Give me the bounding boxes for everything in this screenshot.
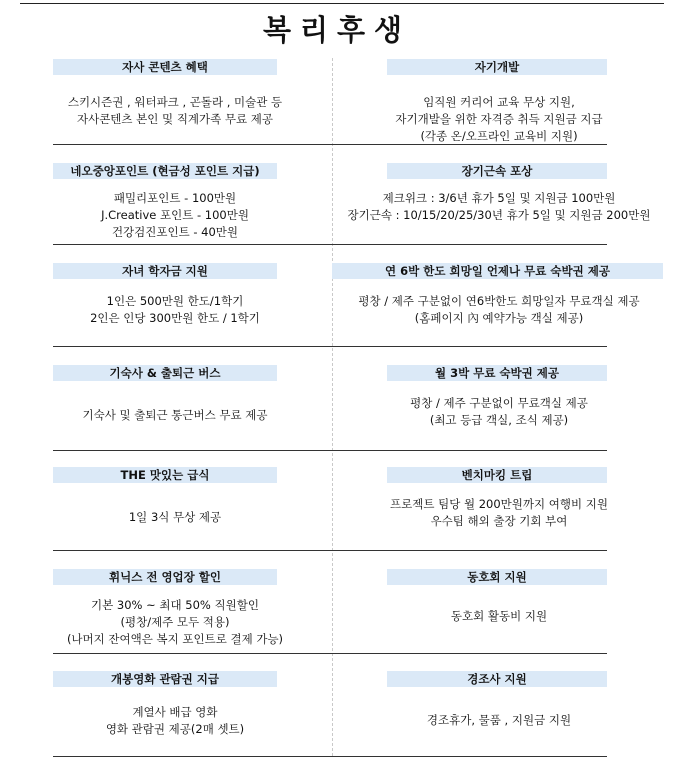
description-line: (각종 온/오프라인 교육비 지원) <box>420 129 578 143</box>
benefit-card <box>18 568 332 653</box>
benefit-description <box>335 190 663 224</box>
description-line: 평창 / 제주 구분없이 무료객실 제공 <box>410 396 588 410</box>
benefit-card <box>335 466 663 550</box>
benefit-description <box>18 597 332 648</box>
benefit-card <box>335 364 663 450</box>
benefit-card <box>18 466 332 550</box>
benefit-card <box>335 162 663 244</box>
benefit-description <box>18 94 332 128</box>
description-line: 스키시즌권 , 워터파크 , 곤돌라 , 미술관 등 <box>67 95 283 109</box>
row-separator <box>53 756 607 757</box>
row-separator <box>53 550 607 551</box>
description-line: 평창 / 제주 구분없이 연6박한도 희망일자 무료객실 제공 <box>358 294 640 308</box>
benefit-title: 연 6박 한도 희망일 언제나 무료 숙박권 제공 <box>332 263 663 279</box>
benefit-title: 장기근속 포상 <box>387 163 607 179</box>
benefit-title: 자사 콘텐츠 혜택 <box>53 59 277 75</box>
benefit-card <box>335 670 663 756</box>
description-line: 2인은 인당 300만원 한도 / 1학기 <box>90 311 260 325</box>
benefit-title: THE 맛있는 급식 <box>53 467 277 483</box>
description-line: 건강검진포인트 - 40만원 <box>111 225 239 239</box>
description-line: J.Creative 포인트 - 100만원 <box>101 208 249 222</box>
description-line: (나머지 잔여액은 복지 포인트로 결제 가능) <box>66 632 284 646</box>
benefit-description <box>335 496 663 530</box>
column-divider <box>332 58 333 756</box>
row-separator <box>53 653 607 654</box>
description-line: 우수팀 해외 출장 기회 부여 <box>430 514 568 528</box>
benefit-description <box>335 94 663 145</box>
description-line: 경조휴가, 물품 , 지원금 지원 <box>426 713 572 727</box>
benefit-description <box>18 407 332 424</box>
benefit-title: 벤치마킹 트립 <box>387 467 607 483</box>
description-line: 프로젝트 팀당 월 200만원까지 여행비 지원 <box>390 497 608 511</box>
benefit-description <box>18 190 332 241</box>
description-line: 1일 3식 무상 제공 <box>128 510 222 524</box>
benefit-card <box>335 262 663 346</box>
benefit-title: 휘닉스 전 영업장 할인 <box>53 569 277 585</box>
description-line: (최고 등급 객실, 조식 제공) <box>429 413 569 427</box>
row-separator <box>53 144 607 145</box>
benefit-card <box>335 58 663 144</box>
row-separator <box>53 346 607 347</box>
description-line: 자사콘텐츠 본인 및 직계가족 무료 제공 <box>76 112 274 126</box>
top-rule <box>20 3 664 4</box>
description-line: 영화 관람권 제공(2매 셋트) <box>105 722 245 736</box>
benefit-description <box>18 509 332 526</box>
description-line: 계열사 배급 영화 <box>132 705 218 719</box>
description-line: 패밀리포인트 - 100만원 <box>113 191 237 205</box>
benefit-card <box>18 364 332 450</box>
description-line: 기숙사 및 출퇴근 통근버스 무료 제공 <box>82 408 268 422</box>
benefit-card <box>335 568 663 653</box>
benefit-title: 네오중앙포인트 (현금성 포인트 지급) <box>53 163 277 179</box>
description-line: 임직원 커리어 교육 무상 지원, <box>423 95 575 109</box>
benefit-title: 자기개발 <box>387 59 607 75</box>
benefit-card <box>18 262 332 346</box>
benefit-title: 기숙사 & 출퇴근 버스 <box>53 365 277 381</box>
benefit-title: 월 3박 무료 숙박권 제공 <box>387 365 607 381</box>
benefit-card <box>18 58 332 144</box>
benefit-description <box>18 704 332 738</box>
description-line: 동호회 활동비 지원 <box>450 609 548 623</box>
benefit-description <box>335 608 663 625</box>
row-separator <box>53 450 607 451</box>
benefit-card <box>18 670 332 756</box>
page-title: 복리후생 <box>262 13 412 47</box>
description-line: (평창/제주 모두 적용) <box>120 615 230 629</box>
benefit-title: 개봉영화 관람권 지급 <box>53 671 277 687</box>
benefit-title: 자녀 학자금 지원 <box>53 263 277 279</box>
benefit-description <box>335 395 663 429</box>
description-line: (홈페이지 內 예약가능 객실 제공) <box>414 311 584 325</box>
description-line: 제크위크 : 3/6년 휴가 5일 및 지원금 100만원 <box>382 191 616 205</box>
description-line: 장기근속 : 10/15/20/25/30년 휴가 5일 및 지원금 200만원 <box>347 208 651 222</box>
benefit-description <box>335 712 663 729</box>
description-line: 1인은 500만원 한도/1학기 <box>106 294 244 308</box>
row-separator <box>53 244 607 245</box>
benefit-description <box>335 293 663 327</box>
benefit-description <box>18 293 332 327</box>
benefit-title: 경조사 지원 <box>387 671 607 687</box>
benefit-title: 동호회 지원 <box>387 569 607 585</box>
description-line: 기본 30% ~ 최대 50% 직원할인 <box>91 598 259 612</box>
description-line: 자기개발을 위한 자격증 취득 지원금 지급 <box>395 112 603 126</box>
benefit-card <box>18 162 332 244</box>
